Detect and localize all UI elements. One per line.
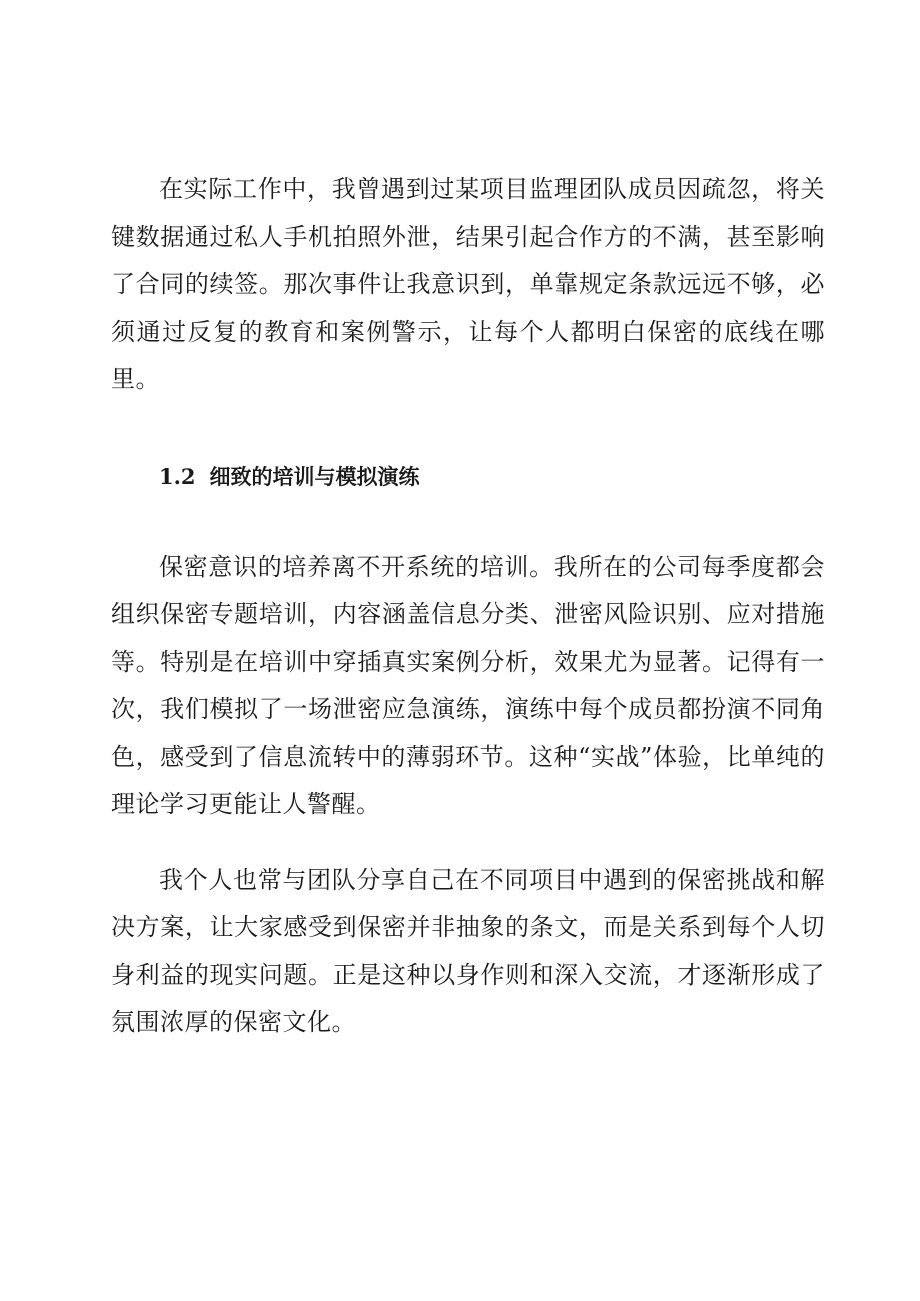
paragraph-incident: 在实际工作中，我曾遇到过某项目监理团队成员因疏忽，将关键数据通过私人手机拍照外泄，结果引起合作方的不满，甚至影响了合同的续签。那次事件让我意识到，单靠规定条款远远不够，必须通过反复的教育和案例警示，让每个人都明白保密的底线在哪里。 <box>111 175 825 393</box>
document-body <box>111 166 825 1047</box>
section-title: 细致的培训与模拟演练 <box>209 464 420 489</box>
section-heading <box>111 462 825 492</box>
paragraph-training: 保密意识的培养离不开系统的培训。我所在的公司每季度都会组织保密专题培训，内容涵盖信息分类、泄密风险识别、应对措施等。特别是在培训中穿插真实案例分析，效果尤为显著。记得有一次，我们模拟了一场泄密应急演练，演练中每个成员都扮演不同角色，感受到了信息流转中的薄弱环节。这种“实战”体验，比单纯的理论学习更能让人警醒。 <box>111 552 825 818</box>
paragraph-sharing: 我个人也常与团队分享自己在不同项目中遇到的保密挑战和解决方案，让大家感受到保密并非抽象的条文，而是关系到每个人切身利益的现实问题。正是这种以身作则和深入交流，才逐渐形成了氛围浓厚的保密文化。 <box>111 865 825 1036</box>
section-number: 1.2 <box>159 463 196 489</box>
